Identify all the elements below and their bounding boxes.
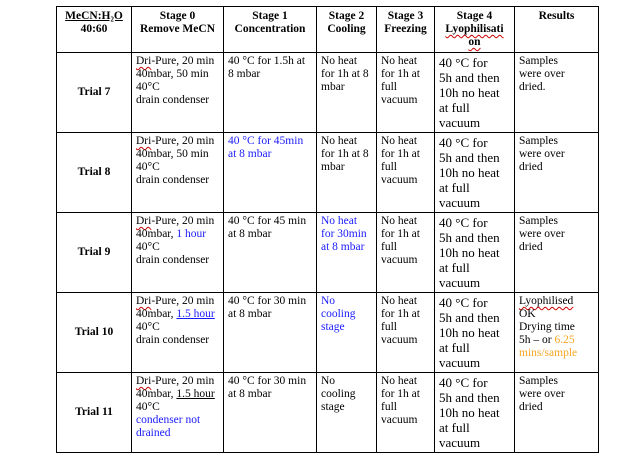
stage3-cell: No heat for 1h at full vacuum (377, 213, 435, 293)
stage3-cell: No heat for 1h at full vacuum (377, 53, 435, 133)
header-stage4: Stage 4 Lyophilisati on (435, 7, 515, 53)
table-row (57, 213, 599, 293)
stage2-cell: No heat for 30min at 8 mbar (317, 213, 377, 293)
stage4-cell: 40 °C for 5h and then 10h no heat at full vacuum (435, 373, 515, 453)
stage0-cell: Dri-Pure, 20 min 40mbar, 50 min 40°C drain condenser (132, 53, 224, 133)
results-cell: Samples were over dried (515, 213, 599, 293)
stage1-cell: 40 °C for 30 min at 8 mbar (224, 293, 317, 373)
stage1-cell: 40 °C for 45 min at 8 mbar (224, 213, 317, 293)
header-results: Results (515, 7, 599, 53)
header-ratio: MeCN:H₂O 40:60 (57, 7, 132, 53)
stage4-cell: 40 °C for 5h and then 10h no heat at full vacuum (435, 133, 515, 213)
stage2-cell: No heat for 1h at 8 mbar (317, 133, 377, 213)
stage0-cell: Dri-Pure, 20 min 40mbar, 1.5 hour 40°C drain condenser (132, 293, 224, 373)
stage3-cell: No heat for 1h at full vacuum (377, 133, 435, 213)
results-cell: Samples were over dried (515, 373, 599, 453)
table-row (57, 53, 599, 133)
header-stage0: Stage 0 Remove MeCN (132, 7, 224, 53)
stage2-cell: No cooling stage (317, 293, 377, 373)
stage3-cell: No heat for 1h at full vacuum (377, 293, 435, 373)
stage0-cell: Dri-Pure, 20 min 40mbar, 1.5 hour 40°C condenser not drained (132, 373, 224, 453)
stage4-cell: 40 °C for 5h and then 10h no heat at full vacuum (435, 213, 515, 293)
table-row (57, 293, 599, 373)
header-stage1: Stage 1 Concentration (224, 7, 317, 53)
stage2-cell: No cooling stage (317, 373, 377, 453)
stage4-cell: 40 °C for 5h and then 10h no heat at full vacuum (435, 293, 515, 373)
header-stage2: Stage 2 Cooling (317, 7, 377, 53)
stage1-cell: 40 °C for 45min at 8 mbar (224, 133, 317, 213)
header-row (57, 7, 599, 53)
stage1-cell: 40 °C for 30 min at 8 mbar (224, 373, 317, 453)
results-cell: Samples were over dried (515, 133, 599, 213)
trial-label: Trial 11 (57, 373, 132, 453)
stage2-cell: No heat for 1h at 8 mbar (317, 53, 377, 133)
trial-label: Trial 8 (57, 133, 132, 213)
trial-label: Trial 10 (57, 293, 132, 373)
trial-table (56, 6, 599, 453)
stage1-cell: 40 °C for 1.5h at 8 mbar (224, 53, 317, 133)
table-row (57, 373, 599, 453)
header-stage3: Stage 3 Freezing (377, 7, 435, 53)
table-row (57, 133, 599, 213)
trial-label: Trial 7 (57, 53, 132, 133)
stage0-cell: Dri-Pure, 20 min 40mbar, 50 min 40°C drain condenser (132, 133, 224, 213)
stage3-cell: No heat for 1h at full vacuum (377, 373, 435, 453)
results-cell: Samples were over dried. (515, 53, 599, 133)
trial-label: Trial 9 (57, 213, 132, 293)
stage4-cell: 40 °C for 5h and then 10h no heat at full vacuum (435, 53, 515, 133)
results-cell: Lyophilised OK Drying time 5h – or 6.25 mins/sample (515, 293, 599, 373)
stage0-cell: Dri-Pure, 20 min 40mbar, 1 hour 40°C drain condenser (132, 213, 224, 293)
